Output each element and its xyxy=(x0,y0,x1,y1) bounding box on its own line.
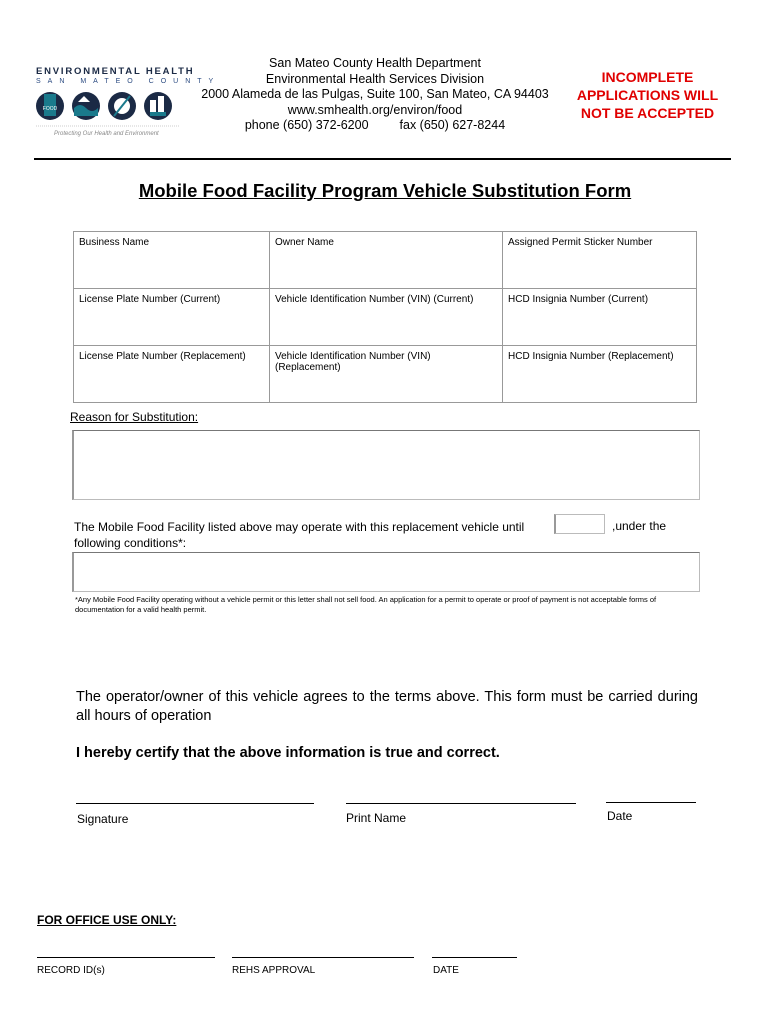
housing-icon xyxy=(144,92,172,120)
logo-title: ENVIRONMENTAL HEALTH xyxy=(36,66,195,77)
environmental-health-logo-icons xyxy=(34,88,184,132)
vin-replacement-field[interactable]: Vehicle Identification Number (VIN) (Replacement) xyxy=(270,346,503,403)
conditions-line2: following conditions*: xyxy=(74,536,187,550)
conditions-input[interactable] xyxy=(72,552,700,592)
wastewater-icon xyxy=(36,92,64,120)
water-icon xyxy=(72,92,100,120)
vehicle-info-table xyxy=(73,231,697,403)
license-plate-replacement-field[interactable]: License Plate Number (Replacement) xyxy=(74,346,270,403)
hcd-insignia-replacement-field[interactable]: HCD Insignia Number (Replacement) xyxy=(503,346,697,403)
conditions-text xyxy=(74,519,524,551)
office-date-line[interactable] xyxy=(432,957,517,958)
warning-line1: INCOMPLETE xyxy=(601,69,694,85)
agency-header xyxy=(190,56,560,134)
form-title: Mobile Food Facility Program Vehicle Substitution Form xyxy=(138,180,632,201)
table-row xyxy=(74,346,697,403)
business-name-field[interactable]: Business Name xyxy=(74,232,270,289)
dining-icon xyxy=(108,92,136,120)
until-date-input[interactable] xyxy=(554,514,605,534)
rehs-approval-line[interactable] xyxy=(232,957,414,958)
warning-line2: APPLICATIONS WILL xyxy=(576,87,719,103)
date-line[interactable] xyxy=(606,802,696,803)
office-use-heading: FOR OFFICE USE ONLY: xyxy=(37,913,177,927)
table-row xyxy=(74,232,697,289)
under-the-text: ,under the xyxy=(612,519,667,533)
header-divider xyxy=(34,158,731,160)
record-id-label: RECORD ID(s) xyxy=(37,965,105,976)
header-address: 2000 Alameda de las Pulgas, Suite 100, San Mateo, CA 94403 xyxy=(201,87,549,101)
svg-text:FOOD: FOOD xyxy=(42,106,58,112)
office-date-label: DATE xyxy=(433,965,459,976)
hcd-insignia-current-field[interactable]: HCD Insignia Number (Current) xyxy=(503,289,697,346)
license-plate-current-field[interactable]: License Plate Number (Current) xyxy=(74,289,270,346)
date-label: Date xyxy=(607,809,633,823)
certification-text: I hereby certify that the above information is true and correct. xyxy=(76,745,500,761)
header-fax: fax (650) 627-8244 xyxy=(399,118,506,132)
owner-name-field[interactable]: Owner Name xyxy=(270,232,503,289)
header-phone: phone (650) 372-6200 xyxy=(244,118,369,132)
agreement-text: The operator/owner of this vehicle agrees to the terms above. This form must be carried during all hours of operation xyxy=(76,689,698,724)
print-name-line[interactable] xyxy=(346,803,576,804)
permit-sticker-field[interactable]: Assigned Permit Sticker Number xyxy=(503,232,697,289)
print-name-label: Print Name xyxy=(346,811,407,825)
header-contact xyxy=(190,118,560,134)
vin-current-field[interactable]: Vehicle Identification Number (VIN) (Current) xyxy=(270,289,503,346)
signature-line[interactable] xyxy=(76,803,314,804)
signature-label: Signature xyxy=(77,812,129,826)
header-line2: Environmental Health Services Division xyxy=(265,71,485,86)
warning-line3: NOT BE ACCEPTED xyxy=(580,105,715,121)
permit-footnote: *Any Mobile Food Facility operating without a vehicle permit or this letter shall not sell food. An application for a permit to operate or proof of payment is not acceptable forms of documentation for a valid health permit. xyxy=(75,595,657,614)
conditions-line1: The Mobile Food Facility listed above may operate with this replacement vehicle until xyxy=(74,520,525,534)
logo-tagline: Protecting Our Health and Environment xyxy=(54,131,159,137)
table-row xyxy=(74,289,697,346)
rehs-approval-label: REHS APPROVAL xyxy=(232,965,316,976)
record-id-line[interactable] xyxy=(37,957,215,958)
incomplete-warning xyxy=(560,68,735,122)
reason-input[interactable] xyxy=(72,430,700,500)
header-line1: San Mateo County Health Department xyxy=(269,56,481,70)
logo-subtitle: SAN MATEO COUNTY xyxy=(36,78,221,85)
reason-label: Reason for Substitution: xyxy=(70,410,199,424)
header-website[interactable]: www.smhealth.org/environ/food xyxy=(287,102,463,117)
